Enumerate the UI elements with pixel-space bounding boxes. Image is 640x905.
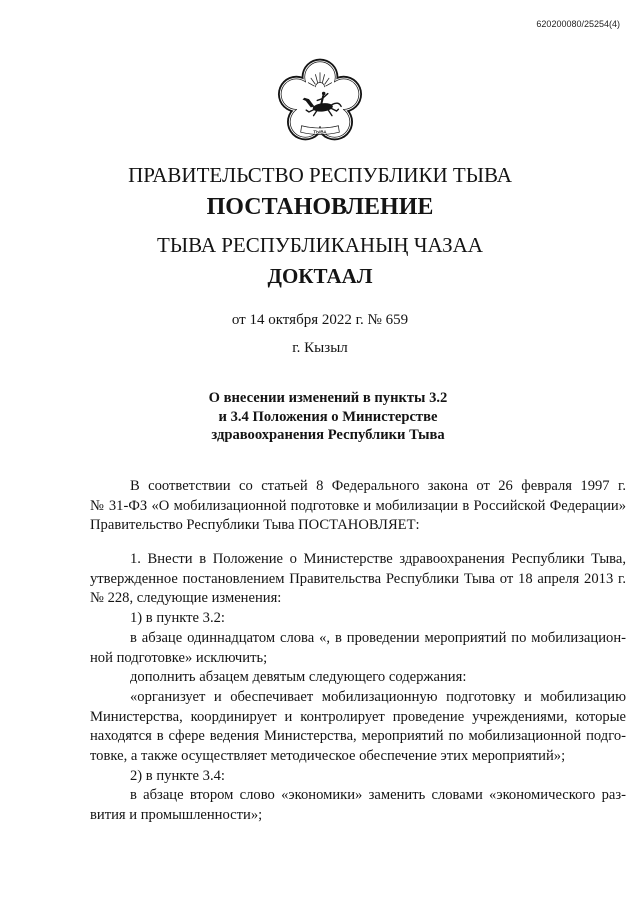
title-line: О внесении изменений в пункты 3.2 <box>208 390 448 406</box>
paragraph-subitem-1 <box>90 609 626 629</box>
date-and-number: от 14 октября 2022 г. № 659 <box>231 312 409 328</box>
paragraph-amendment <box>90 668 626 688</box>
body-line: В соответствии со статьей 8 Федерального закона от 26 февраля 1997 г. <box>130 478 626 494</box>
emblem-banner-text: ТЫВА <box>313 129 327 135</box>
paragraph-amendment <box>90 786 626 825</box>
title-line: здравоохранения Республики Тыва <box>211 427 445 443</box>
preamble-block <box>90 477 626 536</box>
body-line: утвержденное постановлением Правительства Республики Тыва от 18 апреля 2013 г. <box>90 570 626 587</box>
document-type-tuvan: ДОКТААЛ <box>267 264 373 288</box>
body-line: Правительство Республики Тыва ПОСТАНОВЛЯЕТ: <box>90 517 420 533</box>
resolution-body <box>90 550 626 826</box>
body-line: Министерства, координирует и контролирует проведение учреждениями, которые <box>90 708 626 725</box>
coat-of-arms-icon <box>274 54 366 146</box>
document-title <box>90 389 566 445</box>
body-line: товке, а также осуществляет методическое обеспечение этих мероприятий»; <box>90 748 566 765</box>
government-name-tuvan: ТЫВА РЕСПУБЛИКАНЫҢ ЧАЗАА <box>157 233 483 257</box>
paragraph-quoted-text <box>90 688 626 767</box>
body-line: дополнить абзацем девятым следующего содержания: <box>130 669 467 686</box>
paragraph-amendment <box>90 629 626 668</box>
place-of-issue: г. Кызыл <box>292 340 348 356</box>
paragraph-preamble <box>90 477 626 536</box>
body-line: в абзаце одиннадцатом слова «, в проведении мероприятий по мобилизацион- <box>130 629 626 646</box>
body-line: № 31-ФЗ «О мобилизационной подготовке и мобилизации в Российской Федерации» <box>90 497 626 514</box>
government-name: ПРАВИТЕЛЬСТВО РЕСПУБЛИКИ ТЫВА <box>128 163 512 187</box>
registry-number: 620200080/25254(4) <box>536 19 620 29</box>
document-type: ПОСТАНОВЛЕНИЕ <box>206 194 434 220</box>
body-line: 2) в пункте 3.4: <box>130 767 225 784</box>
body-line: ной подготовке» исключить; <box>90 649 268 666</box>
body-line: «организует и обеспечивает мобилизационную подготовку и мобилизацию <box>130 688 626 705</box>
body-line: 1) в пункте 3.2: <box>130 610 225 627</box>
body-line: № 228, следующие изменения: <box>90 590 282 607</box>
body-line: находятся в сфере ведения Министерства, мероприятий по мобилизационной подго- <box>90 728 626 745</box>
body-line: вития и промышленности»; <box>90 807 263 824</box>
body-line: в абзаце втором слово «экономики» заменить словами «экономического раз- <box>130 787 626 804</box>
title-line: и 3.4 Положения о Министерстве <box>218 408 438 425</box>
paragraph-item-1 <box>90 550 626 609</box>
paragraph-subitem-2 <box>90 767 626 787</box>
body-line: 1. Внести в Положение о Министерстве здравоохранения Республики Тыва, <box>130 551 626 567</box>
